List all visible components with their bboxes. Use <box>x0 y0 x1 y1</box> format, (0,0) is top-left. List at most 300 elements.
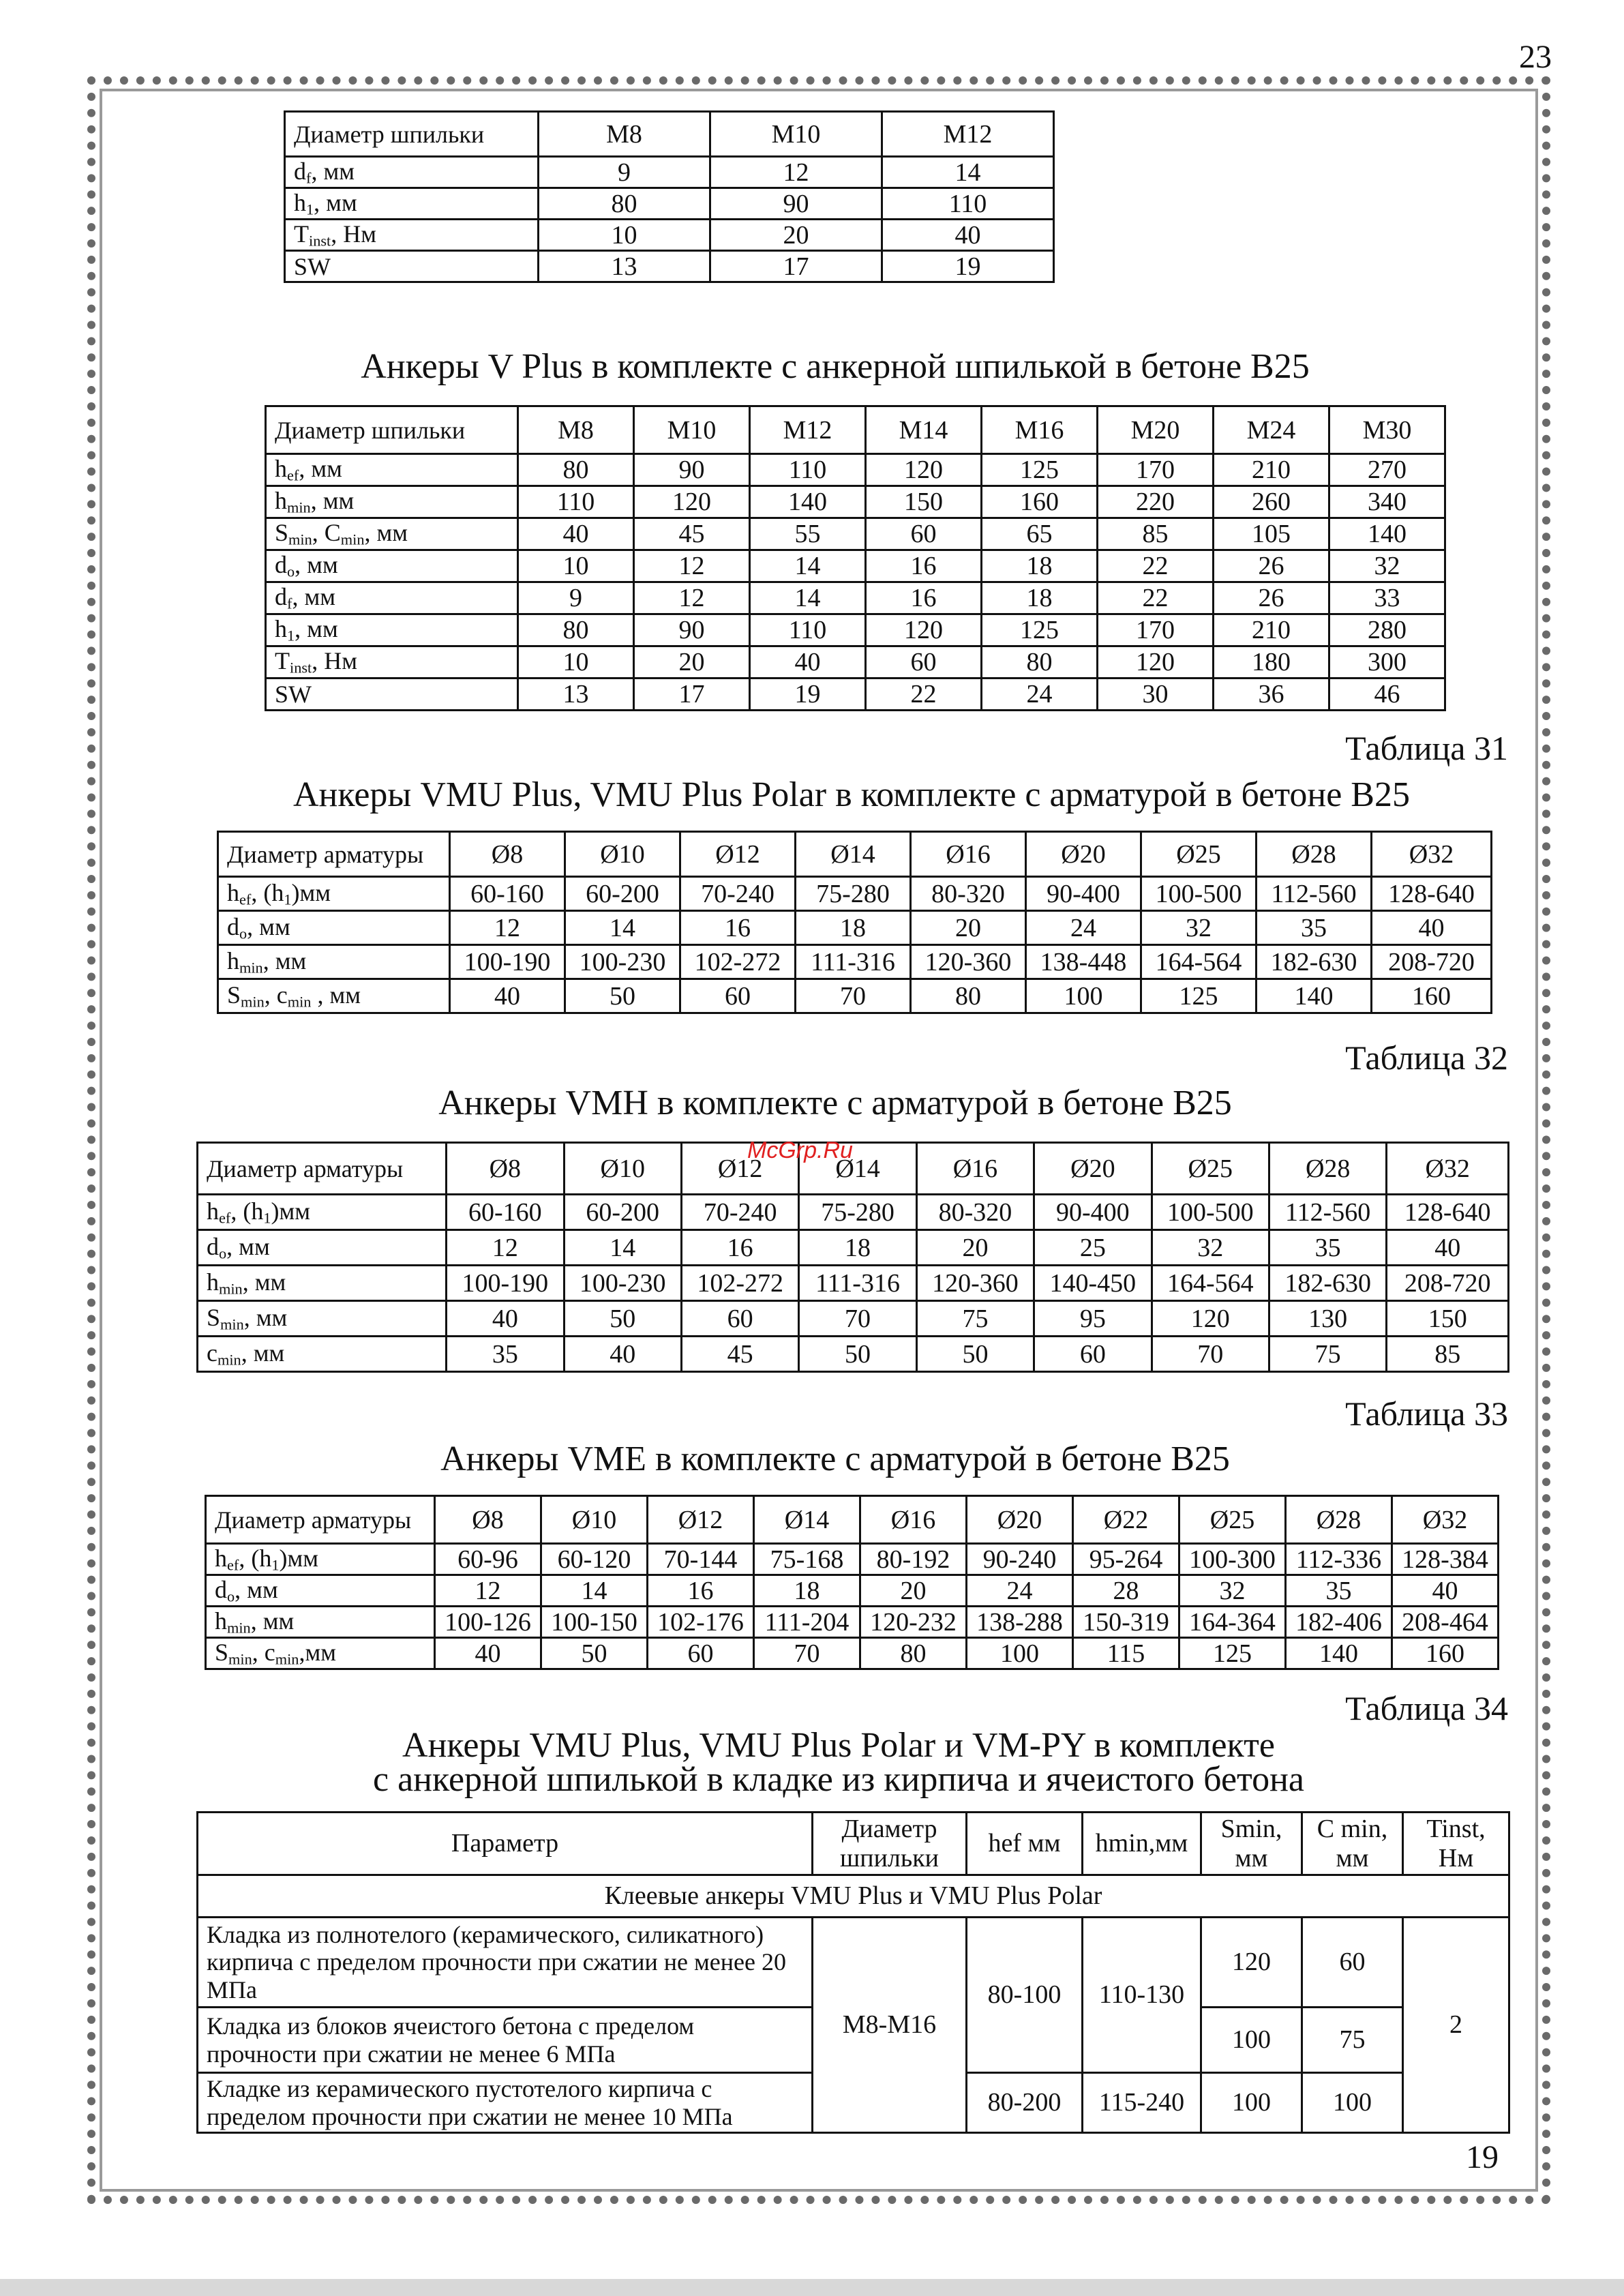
row-header-title: Диаметр шпильки <box>266 406 518 454</box>
table-cell: 36 <box>1214 679 1329 711</box>
row-label: $h_{ef}$, мм <box>266 454 518 486</box>
row-label: $h_{min}$, мм <box>206 1607 435 1638</box>
col-header-hmin: hmin,мм <box>1083 1813 1201 1875</box>
table-cell: 208-464 <box>1392 1607 1499 1638</box>
table-cell: 120-360 <box>911 945 1026 979</box>
row-label: $c_{min}$, мм <box>198 1337 447 1372</box>
table-row <box>198 1337 1509 1372</box>
table-cell: 20 <box>916 1230 1034 1266</box>
smin-value: 100 <box>1201 2008 1302 2073</box>
table-cell: 18 <box>982 550 1098 582</box>
table-cell: 70-144 <box>648 1544 754 1575</box>
table-cell: 80 <box>860 1638 967 1669</box>
table-cell: 50 <box>799 1337 916 1372</box>
table-cell: 22 <box>1098 582 1214 614</box>
table-cell: 120 <box>1152 1301 1269 1337</box>
table-cell: 128-384 <box>1392 1544 1499 1575</box>
table-cell: 100-500 <box>1141 877 1257 911</box>
col-header-diameter: Диаметр шпильки <box>813 1813 967 1875</box>
table-row <box>266 550 1445 582</box>
table-cell: 18 <box>799 1230 916 1266</box>
table-row <box>206 1544 1499 1575</box>
column-header: Ø28 <box>1286 1496 1392 1544</box>
table-32 <box>196 1142 1509 1373</box>
column-header: M10 <box>634 406 750 454</box>
table-cell: 50 <box>916 1337 1034 1372</box>
table-cell: 110 <box>750 614 866 646</box>
table-row <box>198 1266 1509 1301</box>
table-cell: 120-232 <box>860 1607 967 1638</box>
section-title: Клеевые анкеры VMU Plus и VMU Plus Polar <box>198 1875 1509 1918</box>
table-33 <box>205 1495 1499 1670</box>
table-cell: 90 <box>634 454 750 486</box>
hmin-value: 115-240 <box>1083 2073 1201 2133</box>
table-cell: 111-204 <box>754 1607 860 1638</box>
column-header: M8 <box>539 112 710 157</box>
table-cell: 182-406 <box>1286 1607 1392 1638</box>
table-31 <box>217 831 1492 1014</box>
table-cell: 14 <box>750 550 866 582</box>
col-header-smin: Smin, мм <box>1201 1813 1302 1875</box>
table-cell: 95-264 <box>1073 1544 1179 1575</box>
table-cell: 164-564 <box>1152 1266 1269 1301</box>
table-cell: 220 <box>1098 486 1214 518</box>
table-row <box>266 454 1445 486</box>
table-cell: 70 <box>1152 1337 1269 1372</box>
table-cell: 140 <box>1329 518 1445 550</box>
param-aerated-block: Кладка из блоков ячеистого бетона с пределом прочности при сжатии не менее 6 МПа <box>198 2008 813 2073</box>
table-cell: 32 <box>1141 911 1257 945</box>
smin-value: 120 <box>1201 1918 1302 2008</box>
column-header: Ø14 <box>754 1496 860 1544</box>
table-cell: 9 <box>539 157 710 188</box>
table-cell: 138-448 <box>1026 945 1141 979</box>
table-cell: 13 <box>518 679 634 711</box>
table-row <box>206 1638 1499 1669</box>
column-header: M24 <box>1214 406 1329 454</box>
table-cell: 20 <box>911 911 1026 945</box>
column-header: M20 <box>1098 406 1214 454</box>
table-row <box>198 1918 1509 2008</box>
table-cell: 300 <box>1329 646 1445 679</box>
table-cell: 40 <box>450 979 565 1013</box>
table-cell: 50 <box>565 979 680 1013</box>
table-cell: 14 <box>750 582 866 614</box>
column-header: Ø16 <box>911 832 1026 877</box>
column-header: Ø10 <box>564 1143 681 1195</box>
table-cell: 128-640 <box>1372 877 1492 911</box>
row-label: $h_{ef}$, $(h_1)мм$ <box>198 1195 447 1230</box>
table-cell: 70 <box>799 1301 916 1337</box>
param-solid-brick: Кладка из полнотелого (керамического, силикатного) кирпича с пределом прочности при сжатии не менее 20 МПа <box>198 1918 813 2008</box>
row-label: SW <box>266 679 518 711</box>
table-cell: 208-720 <box>1372 945 1492 979</box>
table-cell: 130 <box>1269 1301 1386 1337</box>
table-cell: 40 <box>1387 1230 1509 1266</box>
col-header-param: Параметр <box>198 1813 813 1875</box>
table-cell: 40 <box>882 220 1054 251</box>
table-cell: 60-200 <box>565 877 680 911</box>
table-continuation <box>284 110 1055 283</box>
column-header: Ø28 <box>1269 1143 1386 1195</box>
table-cell: 340 <box>1329 486 1445 518</box>
table-row <box>218 945 1492 979</box>
table-cell: 26 <box>1214 582 1329 614</box>
column-header: Ø25 <box>1179 1496 1286 1544</box>
table-cell: 100-230 <box>564 1266 681 1301</box>
table-cell: 80-320 <box>911 877 1026 911</box>
table-cell: 110 <box>882 188 1054 220</box>
hef-value: 80-100 <box>967 1918 1083 2073</box>
row-header-title: Диаметр арматуры <box>206 1496 435 1544</box>
table-cell: 10 <box>518 550 634 582</box>
row-label: $d_f$, мм <box>285 157 539 188</box>
table-cell: 75-280 <box>796 877 911 911</box>
table-cell: 70-240 <box>681 1195 798 1230</box>
table-cell: 16 <box>866 550 982 582</box>
table-cell: 26 <box>1214 550 1329 582</box>
row-label: $h_{ef}$, $(h_1)мм$ <box>206 1544 435 1575</box>
hef-value: 80-200 <box>967 2073 1083 2133</box>
table-cell: 102-272 <box>680 945 796 979</box>
table-cell: 33 <box>1329 582 1445 614</box>
table-cell: 16 <box>680 911 796 945</box>
column-header: M14 <box>866 406 982 454</box>
table-cell: 112-560 <box>1257 877 1372 911</box>
row-label: $h_{min}$, мм <box>198 1266 447 1301</box>
table-cell: 60 <box>1034 1337 1152 1372</box>
row-label: $d_o$, мм <box>198 1230 447 1266</box>
table-cell: 28 <box>1073 1575 1179 1607</box>
table-cell: 128-640 <box>1387 1195 1509 1230</box>
column-header: Ø12 <box>681 1143 798 1195</box>
table-cell: 140 <box>1286 1638 1392 1669</box>
table-cell: 20 <box>710 220 882 251</box>
table-cell: 140 <box>1257 979 1372 1013</box>
table-cell: 112-560 <box>1269 1195 1386 1230</box>
column-header: M12 <box>750 406 866 454</box>
table-header-row <box>206 1496 1499 1544</box>
table-cell: 90-400 <box>1026 877 1141 911</box>
table-cell: 140 <box>750 486 866 518</box>
table32-label: Таблица 32 <box>1345 1039 1508 1077</box>
table-cell: 120 <box>1098 646 1214 679</box>
table-cell: 280 <box>1329 614 1445 646</box>
table-cell: 50 <box>541 1638 648 1669</box>
table34-title-line2: с анкерной шпилькой в кладке из кирпича и ячеистого бетона <box>373 1760 1304 1799</box>
table-cell: 24 <box>1026 911 1141 945</box>
table-cell: 111-316 <box>796 945 911 979</box>
column-header: M30 <box>1329 406 1445 454</box>
column-header: Ø8 <box>435 1496 541 1544</box>
table-cell: 120 <box>866 614 982 646</box>
table-cell: 46 <box>1329 679 1445 711</box>
table-cell: 12 <box>634 550 750 582</box>
table-cell: 100-190 <box>450 945 565 979</box>
table-cell: 125 <box>982 614 1098 646</box>
table-row <box>198 1195 1509 1230</box>
table-cell: 208-720 <box>1387 1266 1509 1301</box>
row-label: $h_{min}$, мм <box>218 945 450 979</box>
table-row <box>285 251 1054 282</box>
table-cell: 25 <box>1034 1230 1152 1266</box>
table-cell: 210 <box>1214 454 1329 486</box>
table-cell: 22 <box>1098 550 1214 582</box>
column-header: M10 <box>710 112 882 157</box>
table-cell: 32 <box>1329 550 1445 582</box>
table-cell: 16 <box>648 1575 754 1607</box>
table-cell: 70 <box>796 979 911 1013</box>
page-number: 19 <box>1466 2139 1499 2175</box>
table-cell: 125 <box>982 454 1098 486</box>
table-cell: 60 <box>866 518 982 550</box>
table-cell: 180 <box>1214 646 1329 679</box>
table31-label: Таблица 31 <box>1345 729 1508 767</box>
table-cell: 111-316 <box>799 1266 916 1301</box>
table-cell: 160 <box>1372 979 1492 1013</box>
table-cell: 75-168 <box>754 1544 860 1575</box>
table-cell: 170 <box>1098 454 1214 486</box>
table-cell: 160 <box>1392 1638 1499 1669</box>
table-cell: 60-96 <box>435 1544 541 1575</box>
table-cell: 105 <box>1214 518 1329 550</box>
table-cell: 110 <box>750 454 866 486</box>
table34-label: Таблица 34 <box>1345 1689 1508 1727</box>
table-cell: 35 <box>447 1337 564 1372</box>
row-label: $S_{min}$, $c_{min},мм$ <box>206 1638 435 1669</box>
diameter-value: M8-M16 <box>813 1918 967 2133</box>
cmin-value: 60 <box>1302 1918 1403 2008</box>
table-cell: 60 <box>648 1638 754 1669</box>
table-row <box>218 911 1492 945</box>
table-cell: 100-190 <box>447 1266 564 1301</box>
table34-title-line1: Анкеры VMU Plus, VMU Plus Polar и VM-PY в комплекте <box>402 1726 1275 1765</box>
row-label: $S_{min}$, $C_{min}$, мм <box>266 518 518 550</box>
table-cell: 125 <box>1141 979 1257 1013</box>
column-header: Ø12 <box>680 832 796 877</box>
table-cell: 16 <box>681 1230 798 1266</box>
table-cell: 110 <box>518 486 634 518</box>
column-header: Ø32 <box>1372 832 1492 877</box>
table-cell: 112-336 <box>1286 1544 1392 1575</box>
table-cell: 24 <box>967 1575 1073 1607</box>
table-cell: 60-120 <box>541 1544 648 1575</box>
row-label: $h_1$, мм <box>285 188 539 220</box>
table-cell: 100 <box>1026 979 1141 1013</box>
table-cell: 120 <box>866 454 982 486</box>
table-cell: 140-450 <box>1034 1266 1152 1301</box>
table-cell: 150-319 <box>1073 1607 1179 1638</box>
table-header-row <box>266 406 1445 454</box>
column-header: Ø25 <box>1141 832 1257 877</box>
table-cell: 12 <box>450 911 565 945</box>
column-header: Ø8 <box>450 832 565 877</box>
table-cell: 164-364 <box>1179 1607 1286 1638</box>
table-cell: 182-630 <box>1257 945 1372 979</box>
column-header: Ø25 <box>1152 1143 1269 1195</box>
table-cell: 70 <box>754 1638 860 1669</box>
table-cell: 19 <box>750 679 866 711</box>
table-cell: 65 <box>982 518 1098 550</box>
table-cell: 85 <box>1387 1337 1509 1372</box>
table-cell: 85 <box>1098 518 1214 550</box>
table-cell: 80 <box>518 454 634 486</box>
table-cell: 13 <box>539 251 710 282</box>
row-label: $d_o$, мм <box>206 1575 435 1607</box>
table-cell: 18 <box>754 1575 860 1607</box>
table-cell: 55 <box>750 518 866 550</box>
row-label: $d_o$, мм <box>218 911 450 945</box>
row-label: $h_1$, мм <box>266 614 518 646</box>
row-label: $S_{min}$, мм <box>198 1301 447 1337</box>
column-header: Ø22 <box>1073 1496 1179 1544</box>
table-cell: 102-176 <box>648 1607 754 1638</box>
table-row <box>266 518 1445 550</box>
table-cell: 40 <box>447 1301 564 1337</box>
table-cell: 100 <box>967 1638 1073 1669</box>
table-cell: 270 <box>1329 454 1445 486</box>
table-cell: 60-200 <box>564 1195 681 1230</box>
table-cell: 60-160 <box>450 877 565 911</box>
table-vplus <box>265 405 1446 711</box>
table-cell: 80 <box>518 614 634 646</box>
table-cell: 10 <box>518 646 634 679</box>
table-cell: 45 <box>634 518 750 550</box>
table33-title: Анкеры VME в комплекте с арматурой в бетоне B25 <box>440 1440 1230 1478</box>
table-cell: 20 <box>860 1575 967 1607</box>
table-cell: 75 <box>916 1301 1034 1337</box>
table-cell: 12 <box>447 1230 564 1266</box>
column-header: Ø12 <box>648 1496 754 1544</box>
column-header: Ø16 <box>860 1496 967 1544</box>
table33-label: Таблица 33 <box>1345 1395 1508 1433</box>
cmin-value: 75 <box>1302 2008 1403 2073</box>
row-label: $T_{inst}$, Нм <box>285 220 539 251</box>
table-cell: 100-126 <box>435 1607 541 1638</box>
table-cell: 60 <box>866 646 982 679</box>
table-cell: 75 <box>1269 1337 1386 1372</box>
row-label: $h_{min}$, мм <box>266 486 518 518</box>
table-cell: 60 <box>681 1301 798 1337</box>
column-header: Ø20 <box>1026 832 1141 877</box>
table-cell: 90-240 <box>967 1544 1073 1575</box>
table-header-row <box>218 832 1492 877</box>
column-header: Ø8 <box>447 1143 564 1195</box>
table-cell: 80-320 <box>916 1195 1034 1230</box>
table-cell: 20 <box>634 646 750 679</box>
table-cell: 14 <box>565 911 680 945</box>
table32-title: Анкеры VMH в комплекте с арматурой в бетоне B25 <box>438 1084 1232 1122</box>
corner-page-number: 23 <box>1519 39 1552 75</box>
row-header-title: Диаметр арматуры <box>218 832 450 877</box>
table-row <box>198 1230 1509 1266</box>
table-cell: 18 <box>982 582 1098 614</box>
column-header: M12 <box>882 112 1054 157</box>
table-row <box>218 979 1492 1013</box>
table-row <box>218 877 1492 911</box>
column-header: Ø20 <box>967 1496 1073 1544</box>
table-cell: 90-400 <box>1034 1195 1152 1230</box>
table-cell: 40 <box>1372 911 1492 945</box>
table-cell: 60-160 <box>447 1195 564 1230</box>
table-cell: 35 <box>1286 1575 1392 1607</box>
table-cell: 12 <box>710 157 882 188</box>
table-cell: 95 <box>1034 1301 1152 1337</box>
table-cell: 182-630 <box>1269 1266 1386 1301</box>
table-cell: 100-500 <box>1152 1195 1269 1230</box>
table-cell: 10 <box>539 220 710 251</box>
table-cell: 102-272 <box>681 1266 798 1301</box>
table-row <box>285 220 1054 251</box>
column-header: Ø10 <box>541 1496 648 1544</box>
table-cell: 160 <box>982 486 1098 518</box>
tinst-value: 2 <box>1403 1918 1509 2133</box>
column-header: Ø20 <box>1034 1143 1152 1195</box>
table-cell: 150 <box>1387 1301 1509 1337</box>
table-cell: 40 <box>435 1638 541 1669</box>
table-cell: 138-288 <box>967 1607 1073 1638</box>
row-label: $d_o$, мм <box>266 550 518 582</box>
table-row <box>285 157 1054 188</box>
table-row <box>266 614 1445 646</box>
table-34 <box>196 1811 1510 2134</box>
table-cell: 40 <box>1392 1575 1499 1607</box>
table-row <box>206 1575 1499 1607</box>
table-cell: 90 <box>634 614 750 646</box>
table-cell: 120-360 <box>916 1266 1034 1301</box>
table-cell: 75-280 <box>799 1195 916 1230</box>
table-cell: 32 <box>1179 1575 1286 1607</box>
table-cell: 40 <box>564 1337 681 1372</box>
table-header-row <box>285 112 1054 157</box>
column-header: Ø32 <box>1392 1496 1499 1544</box>
table-row <box>266 679 1445 711</box>
table-cell: 80 <box>911 979 1026 1013</box>
table-cell: 12 <box>435 1575 541 1607</box>
vplus-title: Анкеры V Plus в комплекте с анкерной шпилькой в бетоне B25 <box>361 347 1310 386</box>
table-cell: 14 <box>564 1230 681 1266</box>
column-header: Ø10 <box>565 832 680 877</box>
table-cell: 12 <box>634 582 750 614</box>
table-cell: 50 <box>564 1301 681 1337</box>
table-row <box>198 1301 1509 1337</box>
cmin-value: 100 <box>1302 2073 1403 2133</box>
scan-bottom-edge <box>0 2279 1624 2296</box>
table34-header-row <box>198 1813 1509 1875</box>
table-cell: 80 <box>539 188 710 220</box>
table-cell: 260 <box>1214 486 1329 518</box>
table-row <box>206 1607 1499 1638</box>
table-row <box>285 188 1054 220</box>
table-cell: 80-192 <box>860 1544 967 1575</box>
table-cell: 45 <box>681 1337 798 1372</box>
table-cell: 125 <box>1179 1638 1286 1669</box>
table-cell: 16 <box>866 582 982 614</box>
table-cell: 35 <box>1257 911 1372 945</box>
table-cell: 150 <box>866 486 982 518</box>
column-header: M8 <box>518 406 634 454</box>
table-row <box>266 646 1445 679</box>
table-cell: 14 <box>541 1575 648 1607</box>
table-cell: 120 <box>634 486 750 518</box>
table-cell: 24 <box>982 679 1098 711</box>
table-cell: 14 <box>882 157 1054 188</box>
table-cell: 170 <box>1098 614 1214 646</box>
column-header: M16 <box>982 406 1098 454</box>
table-cell: 115 <box>1073 1638 1179 1669</box>
col-header-tinst: Tinst, Нм <box>1403 1813 1509 1875</box>
table-cell: 60 <box>680 979 796 1013</box>
